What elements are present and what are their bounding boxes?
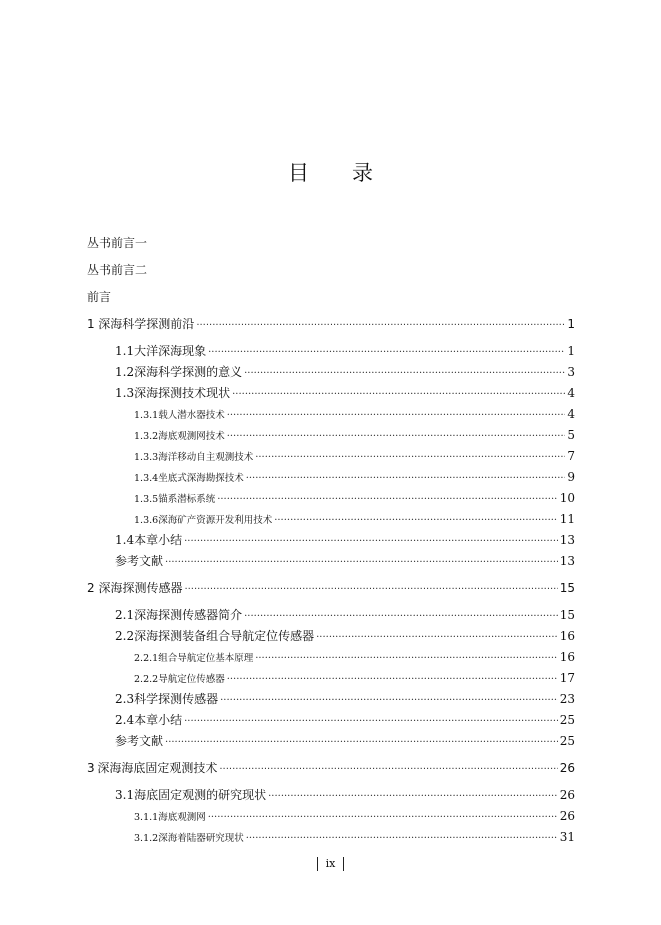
toc-entry-section-3-1[interactable] — [115, 786, 575, 803]
toc-entry-label: 本章小结 — [134, 713, 183, 727]
toc-entry-number: 1.3.1 — [134, 410, 159, 421]
toc-entry-label: 载人潜水器技术 — [158, 410, 225, 421]
toc-entry-page: 4 — [567, 386, 575, 400]
toc-entry-number: 2 — [87, 581, 95, 595]
toc-entry-page: 9 — [567, 470, 575, 484]
dot-leader — [196, 320, 565, 331]
toc-entry-label: 深海探测技术现状 — [134, 386, 231, 400]
dot-leader — [184, 716, 558, 727]
toc-entry-section-1-1[interactable] — [115, 342, 575, 359]
toc-entry-page: 3 — [567, 365, 575, 379]
toc-entry-label: 海底固定观测的研究现状 — [134, 788, 267, 802]
dot-leader — [255, 653, 558, 664]
toc-entry-page: 10 — [559, 491, 575, 505]
dot-leader — [220, 695, 558, 706]
toc-entry-number: 2.2 — [115, 629, 135, 643]
toc-entry-page: 26 — [559, 788, 575, 802]
toc-entry-number: 1.3 — [115, 386, 135, 400]
page-number: ix — [325, 857, 336, 870]
toc-entry-page: 25 — [559, 734, 575, 748]
dot-leader — [227, 674, 558, 685]
toc-entry-number: 3.1.2 — [134, 833, 159, 844]
toc-entry-page: 13 — [559, 554, 575, 568]
toc-entry-label: 深海探测传感器 — [98, 581, 183, 595]
toc-entry-label: 海洋移动自主观测技术 — [158, 452, 254, 463]
toc-entry-number: 3.1.1 — [134, 812, 159, 823]
toc-entry-section-1-3[interactable] — [115, 384, 575, 401]
dot-leader — [227, 431, 566, 442]
toc-entry-page: 1 — [567, 344, 575, 358]
toc-entry-label: 本章小结 — [134, 533, 183, 547]
toc-entry-page: 7 — [567, 449, 575, 463]
page-footer — [0, 857, 661, 871]
dot-leader — [165, 737, 558, 748]
toc-entry-section-2-1[interactable] — [115, 606, 575, 623]
toc-entry-label: 深海矿产资源开发利用技术 — [158, 515, 273, 526]
dot-leader — [219, 764, 557, 775]
toc-entry-page: 17 — [559, 671, 575, 685]
toc-entry-page: 13 — [559, 533, 575, 547]
toc-entry-section-2-2[interactable] — [115, 627, 575, 644]
toc-entry-label: 深海探测传感器简介 — [134, 608, 243, 622]
toc-entry-series-preface-2[interactable] — [87, 261, 147, 278]
toc-entry-chapter-3[interactable] — [87, 759, 575, 776]
dot-leader — [274, 515, 558, 526]
toc-entry-subsection-1-3-2[interactable] — [134, 428, 575, 442]
toc-entry-page: 26 — [559, 809, 575, 823]
dot-leader — [232, 389, 565, 400]
toc-entry-label: 大洋深海现象 — [134, 344, 207, 358]
toc-entry-page: 5 — [567, 428, 575, 442]
dot-leader — [184, 536, 558, 547]
toc-entry-page: 11 — [559, 512, 575, 526]
toc-entry-subsection-1-3-6[interactable] — [134, 512, 575, 526]
toc-entry-label: 坐底式深海勘探技术 — [158, 473, 244, 484]
toc-entry-label: 深海科学探测前沿 — [98, 317, 195, 331]
dot-leader — [268, 791, 558, 802]
dot-leader — [184, 584, 557, 595]
toc-entry-page: 31 — [559, 830, 575, 844]
toc-entry-label: 导航定位传感器 — [158, 674, 225, 685]
toc-entry-page: 25 — [559, 713, 575, 727]
toc-entry-subsection-3-1-1[interactable] — [134, 809, 575, 823]
dot-leader — [208, 347, 565, 358]
title-char-2: 录 — [352, 161, 416, 185]
toc-entry-label: 参考文献 — [115, 554, 164, 568]
footer-divider-right — [343, 857, 344, 871]
toc-entry-number: 1.4 — [115, 533, 135, 547]
toc-entry-number: 3 — [87, 761, 95, 775]
toc-entry-label: 锚系潜标系统 — [158, 494, 216, 505]
toc-entry-label: 丛书前言一 — [87, 236, 148, 250]
toc-entry-label: 丛书前言二 — [87, 263, 148, 277]
toc-entry-page: 23 — [559, 692, 575, 706]
toc-entry-subsection-1-3-3[interactable] — [134, 449, 575, 463]
toc-entry-number: 1 — [87, 317, 95, 331]
toc-entry-label: 深海科学探测的意义 — [134, 365, 243, 379]
toc-entry-number: 1.3.5 — [134, 494, 159, 505]
toc-entry-references-1[interactable] — [115, 552, 575, 569]
dot-leader — [227, 410, 566, 421]
toc-entry-number: 1.3.2 — [134, 431, 159, 442]
toc-entry-label: 组合导航定位基本原理 — [158, 653, 254, 664]
dot-leader — [244, 368, 565, 379]
toc-entry-label: 深海着陆器研究现状 — [158, 833, 244, 844]
dot-leader — [217, 494, 558, 505]
toc-entry-number: 2.1 — [115, 608, 135, 622]
title-char-1: 目 — [288, 161, 352, 185]
toc-entry-number: 1.1 — [115, 344, 135, 358]
toc-entry-chapter-2[interactable] — [87, 579, 575, 596]
toc-entry-label: 海底观测网技术 — [158, 431, 225, 442]
dot-leader — [316, 632, 558, 643]
toc-entry-section-2-3[interactable] — [115, 690, 575, 707]
toc-entry-section-1-4[interactable] — [115, 531, 575, 548]
toc-entry-number: 1.2 — [115, 365, 135, 379]
toc-entry-number: 2.2.1 — [134, 653, 159, 664]
toc-entry-page: 16 — [559, 650, 575, 664]
dot-leader — [165, 557, 558, 568]
toc-entry-label: 海底观测网 — [158, 812, 206, 823]
toc-entry-label: 科学探测传感器 — [134, 692, 219, 706]
toc-entry-number: 3.1 — [115, 788, 135, 802]
toc-entry-subsection-3-1-2[interactable] — [134, 830, 575, 844]
toc-entry-references-2[interactable] — [115, 732, 575, 749]
dot-leader — [255, 452, 565, 463]
toc-entry-subsection-1-3-5[interactable] — [134, 491, 575, 505]
toc-entry-subsection-1-3-4[interactable] — [134, 470, 575, 484]
toc-entry-number: 1.3.3 — [134, 452, 159, 463]
toc-entry-page: 16 — [559, 629, 575, 643]
toc-entry-page: 4 — [567, 407, 575, 421]
page-title — [0, 157, 661, 187]
toc-entry-number: 2.3 — [115, 692, 135, 706]
toc-entry-subsection-2-2-2[interactable] — [134, 671, 575, 685]
toc-entry-label: 参考文献 — [115, 734, 164, 748]
toc-entry-number: 2.4 — [115, 713, 135, 727]
dot-leader — [246, 473, 566, 484]
toc-entry-subsection-2-2-1[interactable] — [134, 650, 575, 664]
dot-leader — [244, 611, 558, 622]
toc-entry-subsection-1-3-1[interactable] — [134, 407, 575, 421]
toc-entry-section-2-4[interactable] — [115, 711, 575, 728]
dot-leader — [246, 833, 558, 844]
toc-entry-label: 深海探测装备组合导航定位传感器 — [134, 629, 315, 643]
toc-entry-chapter-1[interactable] — [87, 315, 575, 332]
toc-entry-page: 26 — [559, 761, 575, 775]
dot-leader — [208, 812, 558, 823]
toc-entry-section-1-2[interactable] — [115, 363, 575, 380]
toc-entry-preface[interactable] — [87, 288, 111, 305]
toc-entry-page: 1 — [567, 317, 575, 331]
footer-divider-left — [317, 857, 318, 871]
toc-entry-series-preface-1[interactable] — [87, 234, 147, 251]
toc-entry-page: 15 — [559, 581, 575, 595]
toc-entry-page: 15 — [559, 608, 575, 622]
toc-entry-number: 2.2.2 — [134, 674, 159, 685]
toc-entry-number: 1.3.6 — [134, 515, 159, 526]
toc-entry-label: 前言 — [87, 290, 112, 304]
toc-entry-number: 1.3.4 — [134, 473, 159, 484]
toc-entry-label: 深海海底固定观测技术 — [97, 761, 218, 775]
